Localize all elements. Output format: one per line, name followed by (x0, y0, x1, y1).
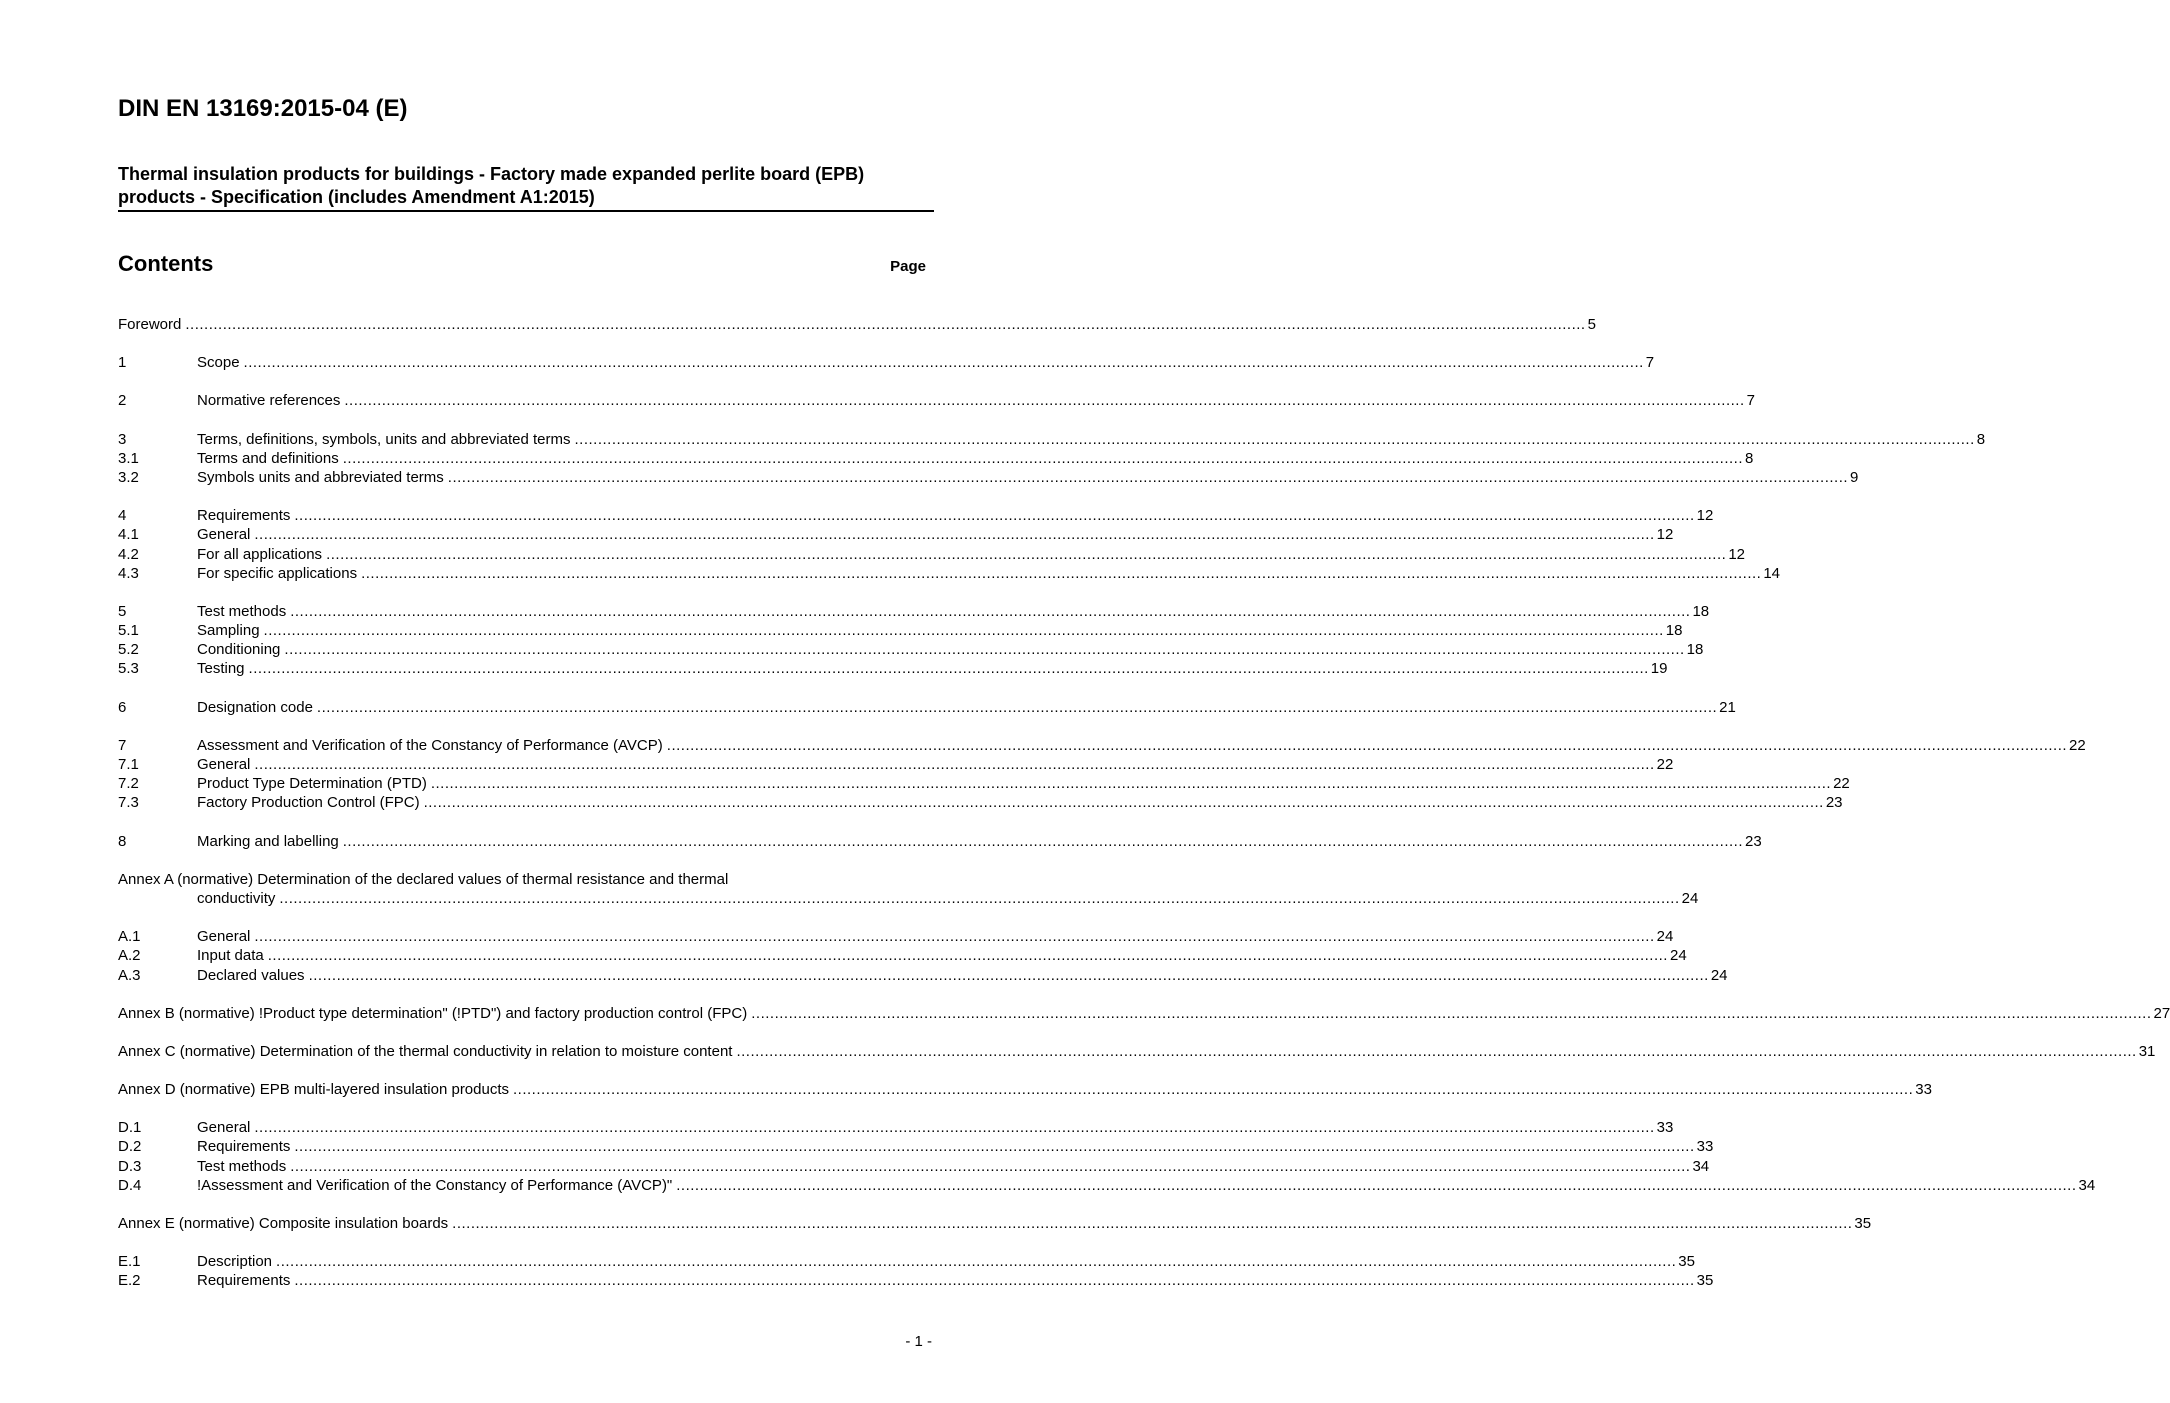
toc-group (118, 1252, 1714, 1290)
toc-entry-page: 14 (1763, 564, 1781, 582)
dot-leader: ............................................................................................................................................................................................................................................................................................................ (736, 1042, 2137, 1060)
toc-entry[interactable] (118, 793, 1843, 812)
dot-leader: ............................................................................................................................................................................................................................................................................................................ (316, 698, 1718, 716)
toc-entry-number: 2 (118, 392, 127, 410)
toc-entry[interactable] (118, 602, 1710, 621)
toc-entry-title: Conditioning (197, 641, 281, 659)
dot-leader: ............................................................................................................................................................................................................................................................................................................ (666, 736, 2068, 754)
toc-entry[interactable] (118, 1042, 2156, 1061)
toc-entry-page: 7 (1746, 392, 1755, 410)
toc-entry-number: 7.3 (118, 794, 139, 812)
toc-entry[interactable] (118, 564, 1781, 583)
toc-group (118, 1080, 1932, 1099)
toc-entry-number: 8 (118, 832, 127, 850)
toc-entry[interactable] (118, 315, 1596, 334)
toc-entry-title: Testing (197, 660, 245, 678)
toc-entry-page: 18 (1692, 602, 1710, 620)
toc-entry-page: 21 (1719, 698, 1736, 716)
toc-entry[interactable] (118, 621, 1683, 640)
toc-entry[interactable] (118, 1176, 2096, 1195)
toc-entry-number: 7.2 (118, 775, 139, 793)
toc-entry-number: D.4 (118, 1176, 142, 1194)
toc-entry[interactable] (118, 640, 1704, 659)
toc-entry[interactable] (118, 1118, 1674, 1137)
toc-entry[interactable] (118, 946, 1687, 965)
toc-entry-number: 6 (118, 698, 127, 716)
toc-entry[interactable] (118, 1080, 1932, 1099)
toc-entry[interactable] (118, 698, 1736, 717)
toc-entry-page: 9 (1850, 468, 1859, 486)
toc-group (118, 1042, 2156, 1061)
toc-entry[interactable] (118, 1252, 1695, 1271)
toc-entry-page: 19 (1650, 660, 1668, 678)
dot-leader: ............................................................................................................................................................................................................................................................................................................ (751, 1004, 2152, 1022)
toc-entry-title: Scope (197, 354, 240, 372)
dot-leader: ............................................................................................................................................................................................................................................................................................................ (263, 622, 1664, 640)
dot-leader: ............................................................................................................................................................................................................................................................................................................ (248, 660, 1649, 678)
dot-leader: ............................................................................................................................................................................................................................................................................................................ (294, 1138, 1695, 1156)
toc-entry-page: 12 (1656, 526, 1674, 544)
toc-entry[interactable] (118, 1271, 1714, 1290)
toc-group (118, 315, 1596, 334)
toc-group (118, 1118, 2096, 1195)
toc-entry[interactable] (118, 1137, 1714, 1156)
dot-leader: ............................................................................................................................................................................................................................................................................................................ (254, 1119, 1655, 1137)
toc-entry-page: 5 (1587, 316, 1596, 333)
toc-entry-title: Designation code (197, 698, 313, 716)
table-of-contents (118, 315, 2170, 1310)
toc-entry-page: 24 (1710, 966, 1728, 984)
toc-entry-page: 34 (1692, 1157, 1710, 1175)
toc-entry[interactable] (118, 353, 1655, 372)
toc-group (118, 1004, 2170, 1023)
toc-entry-title: Normative references (197, 392, 341, 410)
toc-group (118, 353, 1655, 372)
toc-entry[interactable] (118, 1157, 1710, 1176)
toc-entry-continuation[interactable] (118, 889, 1699, 908)
toc-entry-number: A.1 (118, 928, 141, 946)
toc-group (118, 927, 1728, 985)
dot-leader: ............................................................................................................................................................................................................................................................................................................ (294, 507, 1695, 525)
toc-entry-number: 7 (118, 736, 127, 754)
toc-entry-title: Annex A (normative) Determination of the declared values of thermal resistance and thermal (118, 870, 729, 888)
dot-leader: ............................................................................................................................................................................................................................................................................................................ (344, 392, 1745, 410)
toc-entry-title: For all applications (197, 545, 323, 563)
dot-leader: ............................................................................................................................................................................................................................................................................................................ (185, 316, 1586, 333)
toc-entry-title: Requirements (197, 1138, 291, 1156)
toc-entry-number: 1 (118, 354, 127, 372)
dot-leader: ............................................................................................................................................................................................................................................................................................................ (284, 641, 1685, 659)
toc-entry-title: Sampling (197, 622, 260, 640)
dot-leader: ............................................................................................................................................................................................................................................................................................................ (279, 889, 1680, 907)
dot-leader: ............................................................................................................................................................................................................................................................................................................ (254, 928, 1655, 946)
toc-entry-number: 3.1 (118, 449, 139, 467)
toc-group (118, 391, 1755, 410)
toc-entry[interactable] (118, 870, 921, 889)
toc-entry[interactable] (118, 449, 1754, 468)
dot-leader: ............................................................................................................................................................................................................................................................................................................ (254, 756, 1655, 773)
toc-entry-title: Foreword (118, 316, 182, 333)
toc-entry-page: 33 (1915, 1081, 1932, 1099)
toc-entry-title: Annex E (normative) Composite insulation boards (118, 1215, 449, 1232)
toc-entry-page: 23 (1745, 832, 1762, 850)
contents-heading: Contents (118, 251, 214, 276)
toc-group (118, 430, 1986, 488)
dot-leader: ............................................................................................................................................................................................................................................................................................................ (447, 468, 1849, 486)
dot-leader: ............................................................................................................................................................................................................................................................................................................ (430, 775, 1832, 793)
toc-entry-title-continued: conductivity (197, 889, 276, 907)
toc-group (118, 870, 1699, 908)
toc-entry-title: General (197, 756, 251, 773)
toc-group (118, 602, 1710, 679)
dot-leader: ............................................................................................................................................................................................................................................................................................................ (243, 354, 1644, 372)
toc-entry-page: 23 (1825, 794, 1843, 812)
toc-entry-page: 35 (1854, 1215, 1872, 1232)
toc-entry-page: 8 (1745, 449, 1754, 467)
toc-entry-number: E.2 (118, 1272, 141, 1290)
toc-entry-page: 35 (1678, 1253, 1695, 1271)
toc-entry-title: General (197, 928, 251, 946)
toc-entry[interactable] (118, 506, 1714, 525)
toc-entry-page: 12 (1728, 545, 1745, 563)
toc-entry-page: 27 (2153, 1004, 2170, 1022)
toc-entry[interactable] (118, 736, 2086, 755)
toc-entry-page: 24 (1681, 889, 1699, 907)
toc-entry[interactable] (118, 545, 1745, 564)
toc-entry-page: 22 (1656, 756, 1674, 773)
toc-entry-title: Assessment and Verification of the Constancy of Performance (AVCP) (197, 736, 663, 754)
toc-group (118, 736, 2086, 813)
toc-entry-title: Description (197, 1253, 273, 1271)
toc-entry-number: 4.1 (118, 526, 139, 544)
dot-leader: ............................................................................................................................................................................................................................................................................................................ (513, 1081, 1914, 1099)
toc-entry-number: A.3 (118, 966, 141, 984)
toc-entry-title: Annex C (normative) Determination of the thermal conductivity in relation to moisture content (118, 1042, 733, 1060)
toc-entry-page: 18 (1665, 622, 1683, 640)
toc-entry[interactable] (118, 659, 1668, 678)
page-column-label: Page (890, 258, 926, 275)
toc-group (118, 832, 1762, 851)
dot-leader: ............................................................................................................................................................................................................................................................................................................ (267, 947, 1668, 965)
toc-entry-number: 3.2 (118, 468, 139, 486)
dot-leader: ............................................................................................................................................................................................................................................................................................................ (342, 832, 1744, 850)
toc-entry-page: 18 (1686, 641, 1704, 659)
toc-entry[interactable] (118, 966, 1728, 985)
toc-group (118, 698, 1736, 717)
toc-entry[interactable] (118, 774, 1850, 793)
document-title: DIN EN 13169:2015-04 (E) (118, 95, 408, 122)
toc-entry-page: 24 (1669, 947, 1687, 965)
document-subtitle: Thermal insulation products for buildings - Factory made expanded perlite board (EPB) products - Specification (includes Amendment A1:2015) (118, 164, 865, 207)
toc-entry-number: 4.3 (118, 564, 139, 582)
toc-entry-page: 31 (2138, 1042, 2156, 1060)
toc-entry-number: 5.2 (118, 641, 139, 659)
toc-entry-number: E.1 (118, 1253, 141, 1271)
dot-leader: ............................................................................................................................................................................................................................................................................................................ (574, 430, 1975, 448)
toc-entry[interactable] (118, 927, 1674, 946)
toc-entry-page: 12 (1696, 507, 1714, 525)
toc-entry-title: Terms and definitions (197, 449, 339, 467)
toc-entry-page: 35 (1696, 1272, 1714, 1290)
toc-entry[interactable] (118, 525, 1674, 544)
toc-entry-number: 7.1 (118, 756, 139, 773)
toc-group (118, 506, 1781, 583)
toc-entry-page: 33 (1696, 1138, 1714, 1156)
toc-entry-title: Factory Production Control (FPC) (197, 794, 420, 812)
dot-leader: ............................................................................................................................................................................................................................................................................................................ (452, 1215, 1853, 1232)
toc-entry-page: 7 (1645, 354, 1655, 372)
toc-entry-title: General (197, 1119, 251, 1137)
toc-entry-page: 22 (1833, 775, 1850, 793)
toc-entry-number: D.1 (118, 1119, 142, 1137)
dot-leader: ............................................................................................................................................................................................................................................................................................................ (276, 1253, 1677, 1271)
toc-entry-title: Declared values (197, 966, 305, 984)
toc-entry-number: 3 (118, 430, 127, 448)
toc-entry-number: 5.3 (118, 660, 139, 678)
toc-entry-title: Marking and labelling (197, 832, 339, 850)
dot-leader: ............................................................................................................................................................................................................................................................................................................ (308, 966, 1709, 984)
toc-entry-number: D.3 (118, 1157, 142, 1175)
toc-entry-title: !Assessment and Verification of the Constancy of Performance (AVCP)" (197, 1176, 673, 1194)
page-number: - 1 - (905, 1333, 932, 1350)
toc-entry-page: 33 (1656, 1119, 1674, 1137)
toc-entry-number: 4 (118, 507, 127, 525)
dot-leader: ............................................................................................................................................................................................................................................................................................................ (294, 1272, 1695, 1290)
toc-entry[interactable] (118, 1004, 2170, 1023)
toc-group (118, 1214, 1872, 1233)
dot-leader: ............................................................................................................................................................................................................................................................................................................ (361, 564, 1762, 582)
title-divider (118, 210, 934, 212)
toc-entry-page: 8 (1976, 430, 1986, 448)
dot-leader: ............................................................................................................................................................................................................................................................................................................ (290, 602, 1691, 620)
toc-entry-number: 4.2 (118, 545, 139, 563)
toc-entry-number: D.2 (118, 1138, 142, 1156)
toc-entry-number: 5 (118, 602, 127, 620)
toc-entry-title: For specific applications (197, 564, 358, 582)
dot-leader: ............................................................................................................................................................................................................................................................................................................ (676, 1176, 2077, 1194)
toc-entry[interactable] (118, 468, 1859, 487)
spacer (732, 870, 919, 889)
toc-entry-number: A.2 (118, 947, 141, 965)
toc-entry-title: Requirements (197, 507, 291, 525)
toc-entry-title: Test methods (197, 1157, 287, 1175)
toc-entry-page: 24 (1656, 928, 1674, 946)
toc-entry-page: 22 (2069, 736, 2086, 754)
toc-entry-title: General (197, 526, 251, 544)
toc-entry-title: Annex D (normative) EPB multi-layered insulation products (118, 1081, 510, 1099)
dot-leader: ............................................................................................................................................................................................................................................................................................................ (290, 1157, 1691, 1175)
toc-entry[interactable] (118, 1214, 1872, 1233)
dot-leader: ............................................................................................................................................................................................................................................................................................................ (254, 526, 1655, 544)
toc-entry-title: Annex B (normative) !Product type determination" (!PTD") and factory production control (FPC) (118, 1004, 748, 1022)
toc-entry-title: Input data (197, 947, 264, 965)
toc-entry[interactable] (118, 755, 1674, 774)
toc-entry[interactable] (118, 430, 1986, 449)
toc-entry-number: 5.1 (118, 622, 139, 640)
toc-entry[interactable] (118, 832, 1762, 851)
toc-entry-title: Test methods (197, 602, 287, 620)
dot-leader: ............................................................................................................................................................................................................................................................................................................ (342, 449, 1743, 467)
toc-entry[interactable] (118, 391, 1755, 410)
toc-entry-title: Product Type Determination (PTD) (197, 775, 427, 793)
toc-entry-title: Symbols units and abbreviated terms (197, 468, 444, 486)
toc-entry-title: Requirements (197, 1272, 291, 1290)
dot-leader: ............................................................................................................................................................................................................................................................................................................ (326, 545, 1727, 563)
toc-entry-title: Terms, definitions, symbols, units and abbreviated terms (197, 430, 571, 448)
toc-entry-page: 34 (2078, 1176, 2096, 1194)
dot-leader: ............................................................................................................................................................................................................................................................................................................ (423, 794, 1824, 812)
